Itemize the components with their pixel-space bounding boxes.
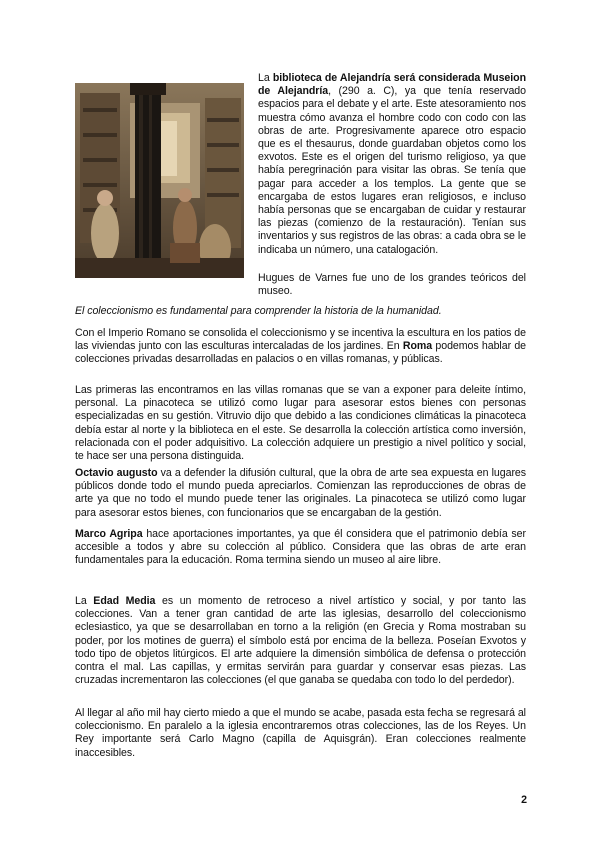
agripa-paragraph — [75, 528, 526, 568]
roman-empire-text-a: Con el Imperio Romano se consolida el coleccionismo y se incentiva la escultura en los patios de las viviendas junto con las esculturas intercaladas de los jardines. En — [75, 327, 526, 353]
edad-media-text: es un momento de retroceso a nivel artístico y social, y por tanto las colecciones. Van a tener gran cantidad de arte las iglesias, desarrollo del coleccionismo eclesiastico, ya que se desarrollaban en torno a la religión (en Grecia y Roma mostraban su poder, por los motines de guerra) el símbolo está por encima de la belleza. Poseían Exvotos y todo tipo de objetos litúrgicos. El arte adquiere la dimensión simbólica de defensa o protección contra el mal. Las capillas, y ermitas servirán para guardar y conservar esas piezas. Las cruzadas incrementaron las colecciones (el que ganaba se quedaba con todo lo del perdedor). — [75, 595, 526, 687]
roman-empire-bold: Roma — [402, 340, 433, 353]
octavio-text: va a defender la difusión cultural, que la obra de arte sea expuesta en lugares públicos donde todo el mundo pueda apreciarlos. Comienzan las reproducciones de obras de arte ya que no todo el mundo puede tener las originales. La pinacoteca se utilizó como lugar para asesorar estos bienes, con funcionarios que se encargaban de la gestión. — [75, 467, 527, 519]
roman-empire-paragraph — [75, 327, 526, 367]
intro-bold: biblioteca de Alejandría será considerada Museion de Alejandría — [258, 72, 527, 98]
page-number: 2 — [521, 794, 527, 806]
intro-lead: La — [258, 72, 273, 84]
intro-paragraph — [258, 72, 526, 257]
agripa-bold: Marco Agripa — [75, 528, 143, 540]
ano-mil-paragraph: Al llegar al año mil hay cierto miedo a que el mundo se acabe, pasada esta fecha se regresará al coleccionismo. En paralelo a la iglesia encontraremos otras colecciones, las de los Reyes. Un Rey importante será Carlo Magno (capilla de Aquisgrán). Eran colecciones realmente inaccesibles. — [75, 707, 526, 759]
roman-empire-text-c: podemos hablar de colecciones privadas desarrolladas en palacios o en villas romanas, y públicas. — [75, 340, 526, 366]
villas-paragraph: Las primeras las encontramos en las villas romanas que se van a exponer para deleite íntimo, personal. La pinacoteca se utilizó como lugar para asesorar estos bienes con personas especializadas en su gestión. Vitruvio dijo que debido a las condiciones climáticas la pinacoteca debía estar al norte y la biblioteca en el este. Se desarrolla la colección artística como inversión, relacionada con el poder adquisitivo. La colección adquiere un prestigio a nivel político y social, te hace ser una persona distinguida. — [75, 384, 526, 463]
hugues-paragraph: Hugues de Varnes fue uno de los grandes teóricos del museo. — [258, 272, 526, 298]
edad-media-paragraph — [75, 595, 526, 687]
library-illustration-icon — [75, 83, 244, 278]
edad-media-bold: Edad Media — [93, 595, 156, 607]
agripa-text: hace aportaciones importantes, ya que él considera que el patrimonio debía ser accesible a todos y abre su colección al público. Considera que las obras de arte eran fundamentales para la educación. Roma termina siendo un museo al aire libre. — [75, 528, 526, 567]
octavio-paragraph — [75, 467, 526, 520]
intro-text: , (290 a. C), ya que tenía reservado espacios para el debate y el arte. Este atesoramiento nos muestra cómo avanza el hombre codo con codo con las obras de arte. Progresivamente aparece otro espacio que es el thesaurus, donde guardaban objetos como los exvotos. Este es el origen del turismo religioso, ya que había peregrinación para visitar las obras. Se tenía que pagar para acceder a los templos. La gente que se encargaba de estos lugares eran religiosos, e incluso había personas que se encargaban de cuidar y restaurar las piezas (comienzo de la restauración). Tenían sus inventarios y sus registros de las obras: a cada obra se le indicaba un número, una catalogación. — [258, 85, 526, 256]
edad-media-lead: La — [75, 595, 94, 607]
quote-line: El coleccionismo es fundamental para comprender la historia de la humanidad. — [75, 305, 442, 317]
octavio-bold: Octavio augusto — [75, 467, 158, 479]
library-illustration — [75, 83, 244, 278]
